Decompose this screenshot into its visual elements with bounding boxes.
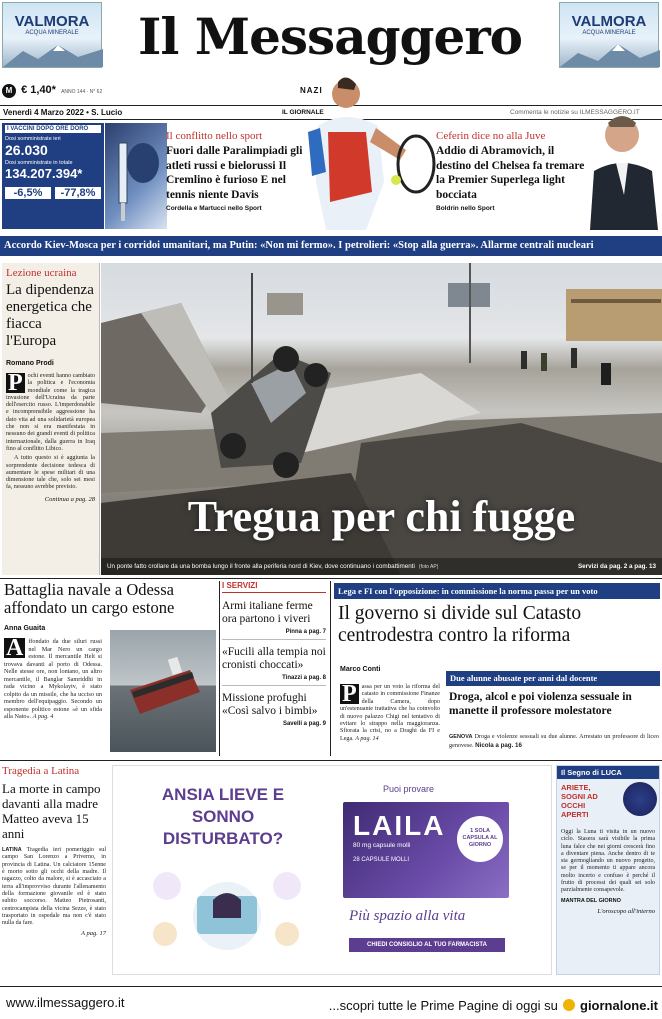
ad-headline: ANSIA LIEVE E SONNO DISTURBATO?: [161, 785, 285, 848]
sport-byline: Cordella e Martucci nello Sport: [166, 205, 262, 212]
editorial-body-2: A tutto questo si è aggiunta la sorprendente decisione tedesca di aumentare le spese militari di una dimensione tale che, solo sei mesi fa, nessuno avrebbe previsto.: [6, 455, 95, 491]
juve-kicker: Ceferin dice no alla Juve: [436, 130, 546, 142]
vaccine-badge: I VACCINI DOPO ORE DORO: [5, 125, 101, 133]
dropcap: P: [342, 681, 357, 707]
servizi-headline: «Fucili alla tempia noi cronisti choccati»: [222, 646, 326, 671]
main-caption-credit: (foto AP): [418, 563, 439, 570]
sleep-illustration-icon: [137, 856, 317, 956]
stat-pct-a: -6,5%: [13, 187, 43, 199]
latina-page[interactable]: A pag. 17: [81, 929, 106, 937]
zodiac-icon: [623, 782, 657, 816]
dropcap: A: [6, 635, 24, 661]
giornalone-icon: [563, 999, 575, 1011]
sport-headline: Fuori dalle Paralimpiadi gli atleti russi e bielorussi Il Cremlino è furioso E nel tennis niente Davis: [166, 145, 303, 201]
ad-tagline: ACQUA MINERALE: [25, 30, 79, 36]
servizi-ref: Pinna a pag. 7: [285, 629, 326, 635]
main-caption: Un ponte fatto crollare da una bomba lungo il fronte alla periferia nord di Kiev, dove continuano i combattimenti: [107, 563, 415, 570]
editorial-headline: La dipendenza energetica che fiacca l'Europa: [6, 282, 94, 349]
odessa-page[interactable]: A pag. 4: [32, 713, 54, 720]
mountain-icon: [3, 41, 103, 67]
latina-kicker: Tragedia a Latina: [2, 765, 80, 777]
ad-pack-count: 28 CAPSULE MOLLI: [353, 857, 410, 863]
sport-kicker: Il conflitto nello sport: [166, 130, 263, 142]
servizi-item[interactable]: [222, 646, 326, 686]
main-pages[interactable]: Servizi da pag. 2 a pag. 13: [577, 563, 656, 570]
horoscope-box[interactable]: [556, 765, 660, 975]
ad-slogan: Più spazio alla vita: [349, 908, 466, 924]
latina-place: LATINA: [2, 847, 22, 853]
servizi-column: [222, 581, 326, 756]
stat-label: Dosi somministrate ieri: [5, 136, 61, 142]
ad-cta[interactable]: CHIEDI CONSIGLIO AL TUO FARMACISTA: [349, 938, 505, 952]
ad-brand: VALMORA: [14, 13, 90, 30]
tennis-player-photo: [308, 72, 436, 230]
editorial-column[interactable]: [2, 263, 100, 575]
ad-kicker: Puoi provare: [383, 784, 435, 794]
genova-kicker: Due alunne abusate per anni dal docente: [446, 671, 660, 686]
servizi-item[interactable]: [222, 692, 326, 727]
servizi-ref: Savelli a pag. 9: [282, 721, 326, 727]
footer-promo[interactable]: [322, 995, 658, 1014]
odessa-author: Anna Guaita: [4, 625, 46, 632]
genova-body: Droga e violenze sessuali su due alunne. Arrestato un professore di liceo genovese.: [449, 733, 659, 749]
juve-headline: Addio di Abramovich, il destino del Chelsea fa tremare la Premier Superlega light bocciata: [436, 145, 585, 201]
horoscope-kicker: Il Segno di LUCA: [557, 766, 659, 779]
ad-dose: 80 mg capsule molli: [353, 842, 411, 849]
catasto-author: Marco Conti: [340, 666, 381, 673]
editorial-continue[interactable]: Continua a pag. 28: [44, 495, 95, 503]
ad-brand: LAILA: [353, 810, 446, 841]
juve-teaser[interactable]: [436, 130, 586, 230]
stat-doses-today: 26.030: [5, 142, 48, 158]
dropcap: P: [8, 370, 23, 396]
genova-ref[interactable]: Nicola a pag. 16: [475, 741, 522, 749]
catasto-body: assa per un voto la riforma del catasto in commissione Finanze della Camera, dopo un'estenuante trattativa che ha coinvolto di nuovo palazzo Chigi nel tentativo di evitare lo strappo nella maggioranza. Sfiorata la crisi, no a Draghi da FI e Lega.: [340, 684, 440, 742]
abramovich-photo: [588, 105, 660, 230]
syringe-icon: [105, 123, 167, 229]
main-photo: [101, 263, 662, 575]
main-headline[interactable]: Tregua per chi fugge: [187, 492, 576, 541]
horoscope-body: Oggi la Luna ti visita in un nuovo ciclo. Stasera sarà visibile la prima luna falce che nei giorni crescerà fino a diventare piena. Anche dentro di te sta germogliando un nuovo progetto, se per il momento ti appare ancora molto incerto e confuso è perché il frutto di processi dei quali sei solo parzialmente consapevole.: [561, 829, 655, 894]
main-caption-bar: [101, 558, 662, 575]
servizi-headline: Armi italiane ferme ora partono i viveri: [222, 600, 313, 625]
ad-brand: VALMORA: [571, 13, 647, 30]
stat-label: Dosi somministrate in totale: [5, 160, 73, 166]
price-badge-icon: M: [2, 84, 16, 98]
issue-meta: ANNO 144 · N° 62: [61, 89, 103, 95]
ship-photo: [110, 630, 216, 752]
stat-pct-b: -77,8%: [60, 187, 96, 199]
comments-link[interactable]: Commenta le notizie su ILMESSAGGERO.IT: [510, 109, 640, 116]
catasto-headline[interactable]: Il governo si divide sul Catasto centrodestra contro la riforma: [338, 603, 582, 646]
price-block: [2, 78, 122, 104]
sport-teaser[interactable]: [166, 130, 316, 230]
catasto-body-block: [340, 681, 440, 743]
genova-headline[interactable]: Droga, alcol e poi violenza sessuale in manette il professore molestatore: [449, 691, 632, 717]
footer-site[interactable]: www.ilmessaggero.it: [6, 995, 125, 1010]
catasto-kicker: Lega e FI con l'opposizione: in commissione la norma passa per un voto: [334, 583, 660, 599]
odessa-headline: Battaglia navale a Odessa affondato un cargo estone: [4, 580, 175, 617]
news-banner[interactable]: Accordo Kiev-Mosca per i corridoi umanitari, ma Putin: «Non mi fermo». I petrolieri: «Stop alla guerra». Allarme centrali nucleari: [0, 236, 662, 256]
mountain-icon: [560, 41, 660, 67]
editorial-kicker: Lezione ucraina: [6, 267, 77, 279]
vaccine-box: [2, 123, 104, 229]
sinking-ship-icon: [110, 630, 216, 752]
ad-valmora-left[interactable]: [2, 2, 102, 68]
laila-pack: [343, 802, 509, 898]
laila-ad[interactable]: [112, 765, 552, 975]
footer-promo-text: ...scopri tutte le Prime Pagine di oggi su: [328, 998, 558, 1013]
juve-byline: Boldrin nello Sport: [436, 205, 495, 212]
stat-doses-total: 134.207.394*: [5, 166, 83, 181]
vaccine-photo: [105, 123, 167, 229]
latina-article[interactable]: [2, 765, 106, 975]
catasto-page[interactable]: A pag. 14: [355, 735, 379, 742]
editorial-author: Romano Prodi: [6, 360, 54, 367]
price: € 1,40*: [21, 84, 56, 96]
servizi-headline: Missione profughi «Così salvo i bimbi»: [222, 692, 318, 717]
horoscope-sign: ARIETE, SOGNI AD OCCHI APERTI: [561, 783, 598, 819]
servizi-label: I SERVIZI: [222, 581, 326, 593]
genova-place: GENOVA: [449, 734, 473, 740]
date-line: Venerdì 4 Marzo 2022 • S. Lucio: [3, 108, 123, 117]
servizi-ref: Tinazzi a pag. 8: [282, 675, 326, 681]
servizi-item[interactable]: [222, 600, 326, 640]
editorial-body: ochi eventi hanno cambiato la politica e l'economia mondiale come la tragica invasione dell'Ucraina da parte dell'esercito russo. L'imperdonabile e incomprensibile aggressione ha dato vita ad una solidarietà europea che non si era manifestata in nessuno dei grandi eventi di politica internazionale, dalla guerra in Iraq fino al conflitto Libico.: [6, 373, 95, 452]
masthead-title[interactable]: Il Messaggero: [137, 7, 523, 66]
ad-badge: 1 SOLA CAPSULA AL GIORNO: [457, 816, 503, 862]
giornale-label: IL GIORNALE: [282, 109, 324, 116]
odessa-body: ffondato da due siluri russi nel Mar Nero un cargo estone. Il mercantile Helt si trovava davanti al porto di Odessa. Nelle stesse ore, non lontano, un altro mercantile, il Banglar Samriddhi in rada vicino a Mykolayiv, è stato colpito da un missile, che ha ucciso un membro dell'equipaggio. Secondo un esponente politico estone «è un sfida alla Nato».: [4, 638, 102, 720]
latina-body: Tragedia ieri pomeriggio sul campo San Lorenzo a Priverno, in provincia di Latina. Un calciatore 15enne è morto sotto gli occhi della madre. Il ragazzo, colto da malore, si è accasciato a terra all'improvviso durante l'allenamento della formazione giovanile ed è stato subito soccorso. Matteo Pietrosanti, centrocampista della vicina Sezze, è stato trasportato in ospedale ma non c'è stato nulla da fare.: [2, 847, 107, 927]
edition-label: NAZI: [300, 86, 323, 95]
ad-valmora-right[interactable]: [559, 2, 659, 68]
ad-tagline: ACQUA MINERALE: [582, 30, 636, 36]
genova-body-block: [449, 733, 659, 749]
horoscope-motto: MANTRA DEL GIORNO: [561, 897, 621, 904]
horoscope-ref[interactable]: L'oroscopo all'interno: [597, 907, 655, 915]
latina-headline: La morte in campo davanti alla madre Matteo aveva 15 anni: [2, 781, 101, 841]
footer-brand: giornalone.it: [580, 998, 658, 1013]
